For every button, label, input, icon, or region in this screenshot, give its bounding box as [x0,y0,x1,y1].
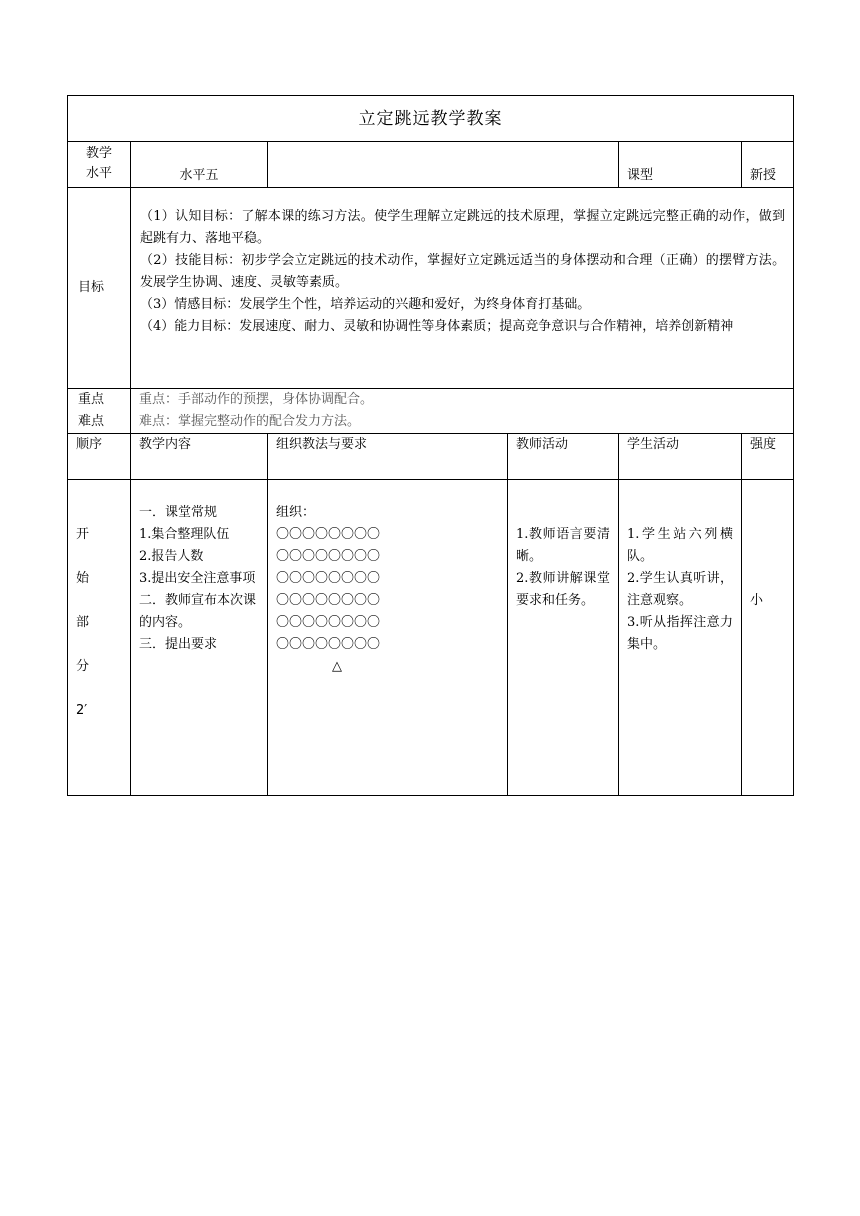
time-value: 2′ [76,703,88,718]
goal-item: （4）能力目标：发展速度、耐力、灵敏和协调性等身体素质；提高竞争意识与合作精神，培养创新精神 [140,319,734,334]
student-line: 2.学生认真听讲，注意观察。 [627,571,733,608]
order-char: 部 [76,615,90,630]
formation-row: 〇〇〇〇〇〇〇〇 [276,549,381,564]
goal-item: （3）情感目标：发展学生个性，培养运动的兴趣和爱好，为终身体育打基础。 [140,297,591,312]
formation-row: 〇〇〇〇〇〇〇〇 [276,593,381,608]
lesson-plan [67,95,793,796]
key-label-line-2: 难点 [78,414,105,429]
order-char: 分 [76,659,90,674]
goals-label: 目标 [68,188,131,389]
method-label: 组织： [276,505,316,520]
intensity-cell: 小 [742,480,794,796]
col-header-intensity: 强度 [742,434,794,480]
formation-row: 〇〇〇〇〇〇〇〇 [276,615,381,630]
content-line: 2.报告人数 [139,549,204,564]
col-header-method: 组织教法与要求 [268,434,508,480]
teacher-line: 1.教师语言要清晰。 [516,527,610,564]
formation-row: 〇〇〇〇〇〇〇〇 [276,571,381,586]
col-header-teacher: 教师活动 [508,434,619,480]
formation-row: 〇〇〇〇〇〇〇〇 [276,637,381,652]
content-line: 一．课堂常规 [139,505,218,520]
level-value: 水平五 [131,142,268,188]
key-label-line-1: 重点 [78,392,105,407]
goal-item: （1）认知目标：了解本课的练习方法。使学生理解立定跳远的技术原理，掌握立定跳远完整正确的动作，做到起跳有力、落地平稳。 [140,209,786,246]
student-line: 1.学生站六列横队。 [627,527,733,564]
content-line: 3.提出安全注意事项 [139,571,256,586]
formation-row: 〇〇〇〇〇〇〇〇 [276,527,381,542]
col-header-content: 教学内容 [131,434,268,480]
content-line: 三．提出要求 [139,637,218,652]
method-cell [268,480,508,796]
key-content [131,389,794,434]
content-line: 1.集合整理队伍 [139,527,230,542]
student-cell [619,480,742,796]
key-label [68,389,131,434]
order-char: 开 [76,527,90,542]
teacher-cell [508,480,619,796]
content-cell [131,480,268,796]
teacher-position-mark: △ [332,659,342,674]
level-label-line-2: 水平 [85,166,112,181]
difficulty: 难点：掌握完整动作的配合发力方法。 [139,414,361,429]
col-header-order: 顺序 [68,434,131,480]
content-line: 二．教师宣布本次课的内容。 [139,593,257,630]
blank-info-cell [268,142,619,188]
page-title: 立定跳远教学教案 [68,96,794,142]
order-cell [68,480,131,796]
teacher-line: 2.教师讲解课堂要求和任务。 [516,571,610,608]
level-label-line-1: 教学 [85,146,112,161]
lesson-plan-table [67,95,794,796]
col-header-student: 学生活动 [619,434,742,480]
type-value: 新授 [742,142,794,188]
key-point: 重点：手部动作的预摆，身体协调配合。 [139,392,374,407]
goal-item: （2）技能目标：初步学会立定跳远的技术动作，掌握好立定跳远适当的身体摆动和合理（正确）的摆臂方法。发展学生协调、速度、灵敏等素质。 [140,253,786,290]
goals-content [131,188,794,389]
level-label [68,142,131,188]
student-line: 3.听从指挥注意力集中。 [627,615,733,652]
type-label: 课型 [619,142,742,188]
order-char: 始 [76,571,90,586]
